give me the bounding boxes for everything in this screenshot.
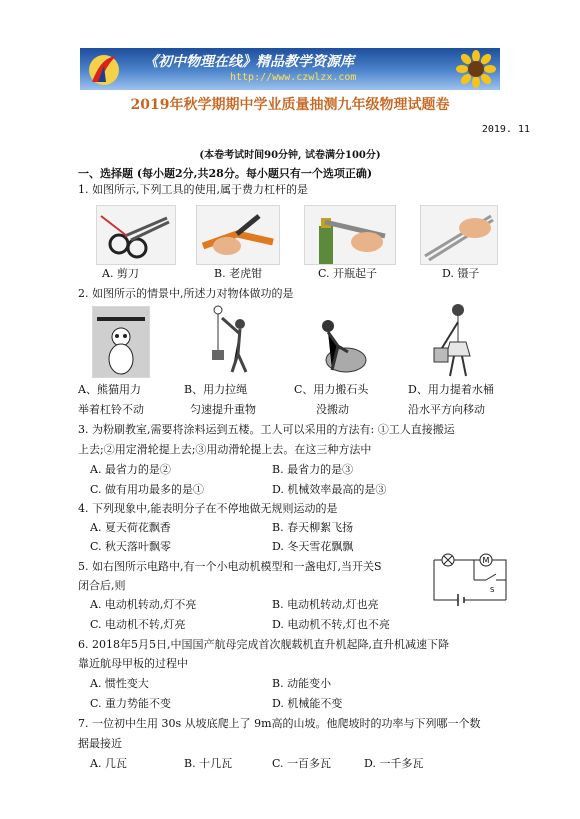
switch-label: S bbox=[490, 586, 495, 594]
q2-option-b-line1: B、用力拉绳 bbox=[184, 383, 248, 396]
scissors-image bbox=[96, 205, 176, 265]
q1-option-c: C. 开瓶起子 bbox=[318, 267, 378, 280]
banner-title: 《初中物理在线》精品教学资源库 bbox=[144, 54, 354, 70]
q7-stem-line1: 7. 一位初中生用 30s 从坡底爬上了 9m高的山坡。他爬坡时的功率与下列哪一个数 bbox=[78, 717, 481, 730]
q2-option-b-line2: 匀速提升重物 bbox=[190, 403, 256, 416]
tweezers-image bbox=[420, 205, 498, 265]
motor-icon bbox=[480, 554, 492, 566]
exam-note: (本卷考试时间90分钟, 试卷满分100分) bbox=[199, 150, 381, 161]
q6-option-d: D. 机械能不变 bbox=[272, 697, 343, 710]
exam-title: 2019年秋学期期中学业质量抽测九年级物理试题卷 bbox=[130, 97, 450, 113]
q5-stem-line1: 5. 如右图所示电路中,有一个小电动机模型和一盏电灯,当开关S bbox=[78, 560, 382, 573]
q7-option-b: B. 十几瓦 bbox=[184, 757, 233, 770]
q6-option-c: C. 重力势能不变 bbox=[90, 697, 172, 710]
header-banner bbox=[80, 48, 500, 90]
q7-option-c: C. 一百多瓦 bbox=[272, 757, 332, 770]
q1-stem: 1. 如图所示,下列工具的使用,属于费力杠杆的是 bbox=[78, 183, 308, 196]
bottle-opener-image bbox=[304, 205, 396, 265]
q2-stem: 2. 如图所示的情景中,所述力对物体做功的是 bbox=[78, 287, 294, 300]
q4-stem: 4. 下列现象中,能表明分子在不停地做无规则运动的是 bbox=[78, 502, 338, 515]
q3-stem-line1: 3. 为粉刷教室,需要将涂料运到五楼。工人可以采用的方法有: ①工人直接搬运 bbox=[78, 423, 455, 436]
q2-option-c-line2: 没搬动 bbox=[316, 403, 349, 416]
q7-option-a: A. 几瓦 bbox=[90, 757, 127, 770]
q2-option-a-line1: A、熊猫用力 bbox=[78, 383, 141, 396]
q3-option-b: B. 最省力的是③ bbox=[272, 463, 354, 476]
q6-option-a: A. 惯性变大 bbox=[90, 677, 149, 690]
q3-option-a: A. 最省力的是② bbox=[90, 463, 171, 476]
q6-option-b: B. 动能变小 bbox=[272, 677, 332, 690]
banner-url: http://www.czwlzx.com bbox=[230, 72, 357, 83]
q3-option-c: C. 做有用功最多的是① bbox=[90, 483, 205, 496]
panda-barbell-image bbox=[92, 306, 150, 378]
section-heading: 一、选择题 (每小题2分,共28分。每小题只有一个选项正确) bbox=[78, 167, 373, 180]
q5-option-a: A. 电动机转动,灯不亮 bbox=[90, 598, 197, 611]
circuit-diagram bbox=[430, 552, 512, 612]
q5-option-c: C. 电动机不转,灯亮 bbox=[90, 618, 186, 631]
exam-date: 2019. 11 bbox=[481, 124, 530, 135]
q6-stem-line1: 6. 2018年5月5日,中国国产航母完成首次舰载机直升机起降,直升机减速下降 bbox=[78, 638, 449, 651]
q1-option-a: A. 剪刀 bbox=[102, 267, 139, 280]
q3-option-d: D. 机械效率最高的是③ bbox=[272, 483, 387, 496]
q4-option-b: B. 春天柳絮飞扬 bbox=[272, 521, 354, 534]
q2-option-c-line1: C、用力搬石头 bbox=[294, 383, 369, 396]
q7-option-d: D. 一千多瓦 bbox=[364, 757, 424, 770]
q5-stem-line2: 闭合后,则 bbox=[78, 579, 126, 592]
q2-option-d-line1: D、用力提着水桶 bbox=[408, 383, 494, 396]
q5-option-d: D. 电动机不转,灯也不亮 bbox=[272, 618, 390, 631]
q4-option-a: A. 夏天荷花飘香 bbox=[90, 521, 171, 534]
q1-option-b: B. 老虎钳 bbox=[214, 267, 263, 280]
q2-option-a-line2: 举着杠铃不动 bbox=[78, 403, 144, 416]
q4-option-d: D. 冬天雪花飘飘 bbox=[272, 540, 354, 553]
moving-stone-image bbox=[308, 316, 374, 374]
q7-stem-line2: 据最接近 bbox=[78, 737, 122, 750]
sunflower-icon bbox=[456, 50, 496, 88]
motor-label: M bbox=[482, 556, 490, 565]
battery-icon bbox=[458, 594, 464, 606]
q5-option-b: B. 电动机转动,灯也亮 bbox=[272, 598, 379, 611]
pliers-image bbox=[196, 205, 280, 265]
rope-pulling-image bbox=[204, 304, 254, 376]
q4-option-c: C. 秋天落叶飘零 bbox=[90, 540, 172, 553]
logo-icon bbox=[86, 52, 122, 86]
q2-option-d-line2: 沿水平方向移动 bbox=[408, 403, 485, 416]
lamp-icon bbox=[442, 554, 454, 566]
water-bucket-image bbox=[428, 302, 484, 378]
q6-stem-line2: 靠近航母甲板的过程中 bbox=[78, 657, 188, 670]
q1-option-d: D. 镊子 bbox=[442, 267, 480, 280]
q3-stem-line2: 上去;②用定滑轮提上去;③用动滑轮提上去。在这三种方法中 bbox=[78, 443, 372, 456]
